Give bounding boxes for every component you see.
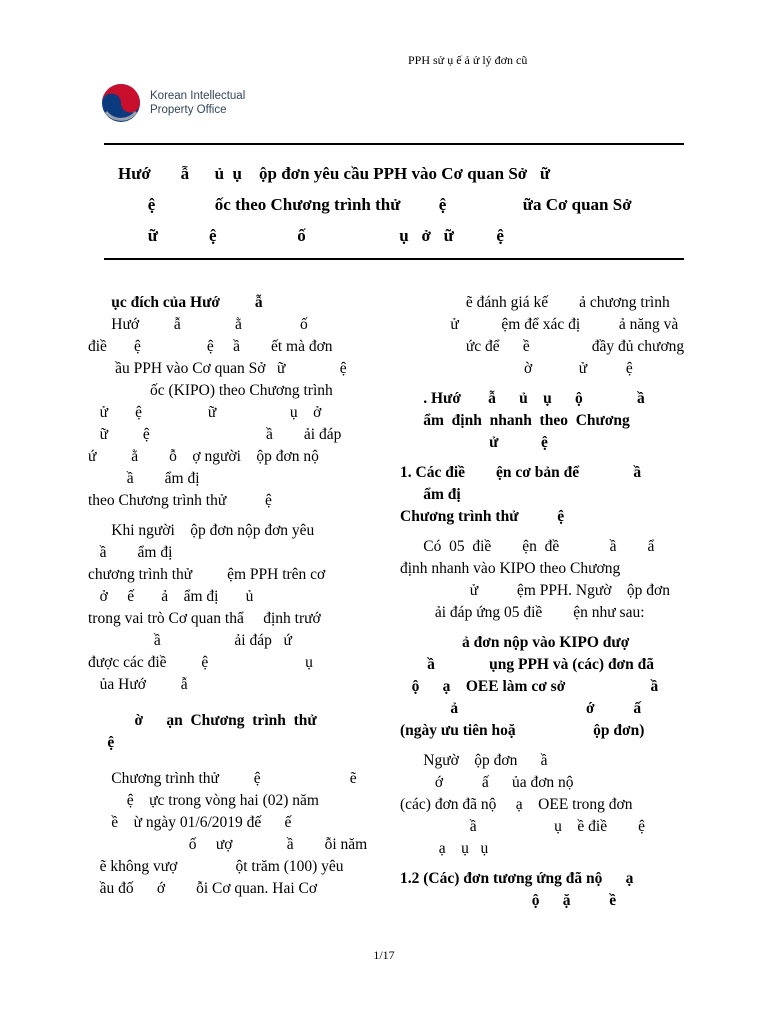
text-line: ầ ẩm đị (88, 470, 200, 487)
text-line: ẽ đánh giá kế ả chương trình (400, 294, 670, 311)
text-line: ầ ải đáp ứ (88, 632, 292, 649)
text-line: ốc (KIPO) theo Chương trình (88, 382, 333, 399)
text-line: ớ ấ ủa đơn nộ (400, 774, 574, 791)
text-line: ở ế ả ẩm đị ủ (88, 588, 254, 605)
logo-text-line2: Property Office (150, 104, 227, 116)
title-line: ữ ệ ố ụ ở ữ ệ (118, 226, 504, 245)
section-heading-guidance: ẩm định nhanh theo Chương (400, 412, 630, 429)
text-line: ải đáp ứng 05 điề ện như sau: (400, 604, 645, 621)
text-line: điề ệ ệ ầ ết mà đơn (88, 338, 333, 355)
kipo-emblem-icon (100, 82, 142, 124)
subsection-heading-conditions: Chương trình thử ệ (400, 508, 565, 525)
section-heading-guidance: ử ệ (400, 434, 548, 451)
subsection-heading-conditions: ẩm đị (400, 486, 461, 503)
condition-2-heading: 1.2 (Các) đơn tương ứng đã nộ ạ (400, 870, 634, 887)
text-line: Khi người ộp đơn nộp đơn yêu (88, 522, 315, 539)
text-line: ức để ề đầy đủ chương (400, 338, 685, 355)
section-heading-period: ờ ạn Chương trình thử (88, 712, 317, 729)
title-line: Hướ ẫ ủ ụ ộp đơn yêu cầu PPH vào Cơ quan Sở ữ (118, 164, 551, 183)
text-line: Có 05 điề ện đề ầ ẩ (400, 538, 655, 555)
text-line: ầ ẩm đị (88, 544, 173, 561)
title-line: ệ ốc theo Chương trình thử ệ ữa Cơ quan Sở (118, 195, 632, 214)
text-line: ử ệ ữ ụ ở (88, 404, 322, 421)
logo-text-line1: Korean Intellectual (150, 90, 246, 102)
text-line: ử ệm để xác đị ả năng và (400, 316, 679, 333)
text-line: ệ ực trong vòng hai (02) năm (88, 792, 319, 809)
text-line: ạ ụ ụ (400, 840, 489, 857)
title-bottom-rule (104, 258, 684, 260)
section-heading-guidance: . Hướ ẫ ủ ụ ộ ầ (400, 390, 645, 407)
section-heading-purpose: ục đích của Hướ ẫ (88, 294, 263, 311)
text-line: trong vai trò Cơ quan thẩ định trướ (88, 610, 321, 627)
page-number: 1/17 (373, 948, 395, 962)
text-line: theo Chương trình thử ệ (88, 492, 272, 509)
text-line: Hướ ẫ ằ ố (88, 316, 308, 333)
subsection-heading-conditions: 1. Các điề ện cơ bản để ầ (400, 464, 642, 481)
text-line: ầu PPH vào Cơ quan Sở ữ ệ (88, 360, 347, 377)
text-line: (các) đơn đã nộ ạ OEE trong đơn (400, 796, 633, 813)
condition-1-heading: ả đơn nộp vào KIPO đượ (400, 634, 630, 651)
text-line: được các điề ệ ụ (88, 654, 313, 671)
text-line: ủa Hướ ẫ (88, 676, 188, 693)
left-column (88, 292, 372, 900)
condition-1-heading: ầ ụng PPH và (các) đơn đã (400, 656, 655, 673)
condition-1-heading: ả ớ ấ (400, 700, 642, 717)
text-line: Chương trình thử ệ ẽ (88, 770, 357, 787)
kipo-logo (100, 82, 245, 124)
document-title (118, 158, 678, 251)
text-line: ề ừ ngày 01/6/2019 đế ế (88, 814, 292, 831)
text-line: ứ ằ ỗ ợ người ộp đơn nộ (88, 448, 319, 465)
condition-2-heading: ộ ặ ề (400, 892, 617, 909)
title-top-rule (104, 143, 684, 145)
text-line: ờ ử ệ (400, 360, 633, 377)
running-header: PPH sử ụ ế ả ử lý đơn cũ (408, 53, 528, 67)
text-line: Ngườ ộp đơn ầ (400, 752, 548, 769)
text-line: ầu đố ớ ỗi Cơ quan. Hai Cơ (88, 880, 318, 897)
condition-1-heading: (ngày ưu tiên hoặ ộp đơn) (400, 722, 645, 739)
text-line: ẽ không vượ ột trăm (100) yêu (88, 858, 344, 875)
condition-1-heading: ộ ạ OEE làm cơ sở ầ (400, 678, 659, 695)
text-line: ử ệm PPH. Ngườ ộp đơn (400, 582, 671, 599)
section-heading-period: ệ (88, 734, 115, 751)
right-column (400, 292, 685, 912)
text-line: định nhanh vào KIPO theo Chương (400, 560, 621, 577)
text-line: ố ượ ầ ỗi năm (88, 836, 368, 853)
text-line: ữ ệ ầ ải đáp (88, 426, 342, 443)
text-line: chương trình thử ệm PPH trên cơ (88, 566, 326, 583)
text-line: ầ ụ ề điề ệ (400, 818, 645, 835)
